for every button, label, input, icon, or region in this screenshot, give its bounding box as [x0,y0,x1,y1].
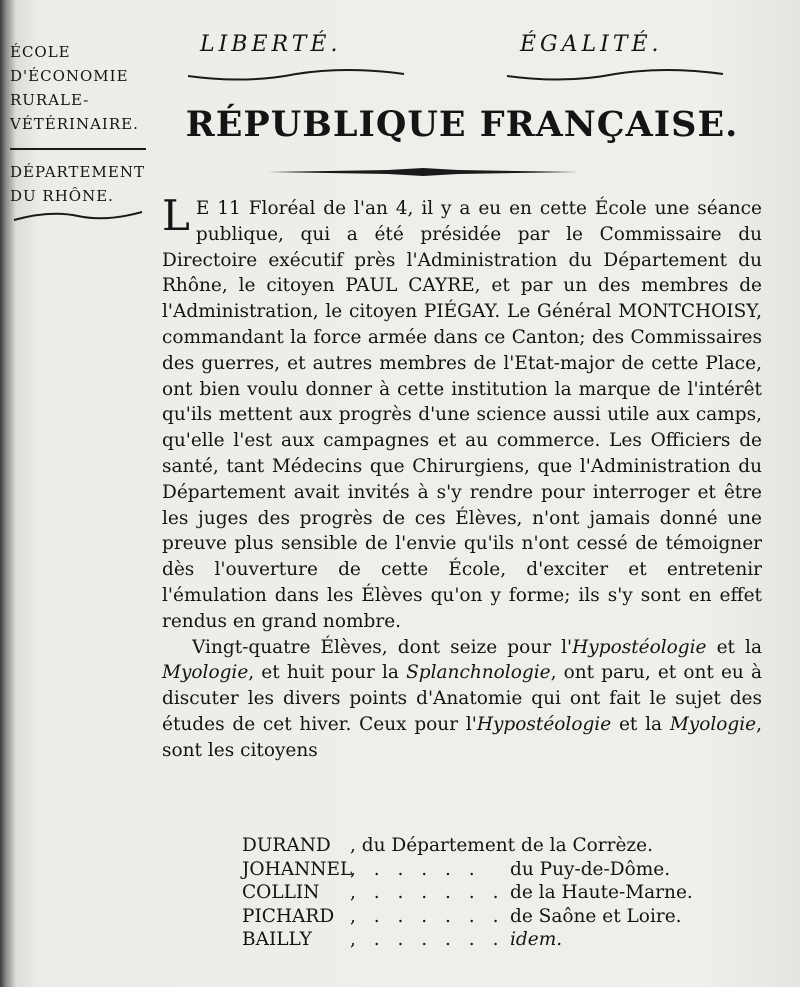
student-name: DURAND [242,835,331,856]
leader-dots: , . . . . . . [350,905,505,927]
list-item [242,928,772,952]
list-item [242,834,772,858]
margin-heading [10,40,150,224]
paragraph-1-text: E 11 Floréal de l'an 4, il y a eu en cette École une séance publique, qui a été présidée par le Commissaire du Directoire exécutif près l'Administration du Département du Rhône, le citoyen PAUL CAYRE, et par un des membres de l'Administration, le citoyen PIÉGAY. Le Général MONTCHOISY, commandant la force armée dans ce Canton; des Commissaires des guerres, et autres membres de l'Etat-major de cette Place, ont bien voulu donner à cette institution la marque de l'intérêt qu'ils mettent aux progrès d'une science aussi utile aux camps, qu'elle l'est aux campagnes et au commerce. Les Officiers de santé, tant Médecins que Chirurgiens, que l'Administration du Département avait invités à s'y rendre pour interroger et être les juges des progrès de ces Élèves, n'ont jamais donné une preuve plus sensible de l'envie qu'ils n'ont cessé de témoigner dès l'ouverture de cette École, d'exciter et entretenir l'émulation dans les Élèves qu'on y forme; ils s'y sont en effet rendus en grand nombre. [162,198,762,632]
leader-dots: , . . . . . . [350,882,505,903]
italic-term: Hypostéologie [572,636,707,658]
text-run: et la [611,713,670,735]
margin-line: ÉCOLE [10,43,71,61]
italic-term: Hypostéologie [476,713,612,735]
student-list [242,834,772,952]
student-origin: idem. [510,929,563,950]
italic-term: Myologie [162,662,249,684]
paragraph-2 [162,635,762,764]
student-origin: du Puy-de-Dôme. [510,858,671,880]
motto-swash-right [505,66,725,84]
text-run: Vingt-quatre Élèves, dont seize pour l' [192,636,573,658]
margin-department: DÉPARTEMENT [10,163,145,181]
margin-line: RURALE- [10,91,90,109]
student-origin: de la Haute-Marne. [510,882,693,903]
text-run: , sont les citoyens [162,713,762,761]
student-name: COLLIN [242,882,320,903]
text-run: et la [706,636,762,658]
margin-department: DU RHÔNE. [10,187,114,205]
margin-line: D'ÉCONOMIE [10,67,129,85]
list-item [242,905,772,929]
margin-rule [10,148,146,150]
student-name: BAILLY [242,929,312,950]
student-origin: de Saône et Loire. [510,905,682,927]
leader-dots: , . . . . . . [350,929,505,950]
drop-cap: L [162,191,190,240]
margin-line: VÉTÉRINAIRE. [10,115,139,133]
document-body [162,191,762,764]
italic-term: Splanchnologie [406,662,551,684]
title-rule [268,166,578,178]
student-name: PICHARD [242,905,335,927]
paragraph-1 [162,191,762,635]
student-name: JOHANNEL [242,858,353,880]
student-origin: , du Département de la Corrèze. [350,835,654,856]
motto-egalite: ÉGALITÉ. [520,32,663,57]
list-item [242,881,772,905]
motto-liberte: LIBERTÉ. [200,32,342,57]
motto-swash-left [186,66,406,84]
margin-swash [10,208,146,224]
page-title: RÉPUBLIQUE FRANÇAISE. [185,104,739,145]
text-run: , et huit pour la [248,662,407,684]
italic-term: Myologie [669,713,757,735]
text-run: , ont paru, et ont eu à discuter les divers points d'Anatomie qui ont fait le sujet des études de cet hiver. Ceux pour l' [162,662,762,735]
leader-dots: , . . . . . [350,858,481,880]
list-item [242,858,772,882]
